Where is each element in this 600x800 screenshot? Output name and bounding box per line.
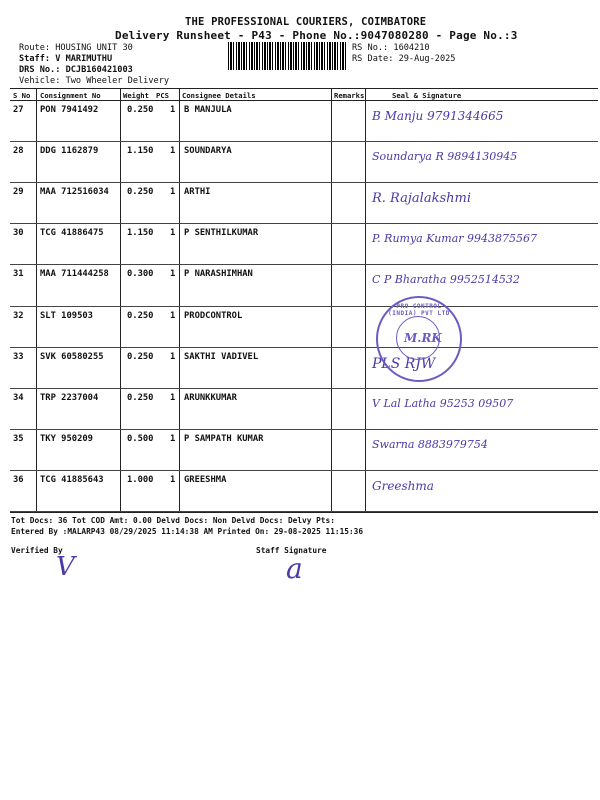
row-consignee: ARTHI xyxy=(184,187,211,198)
row-pcs: 1 xyxy=(170,310,176,321)
rs-date: RS Date: 29-Aug-2025 xyxy=(352,54,456,64)
row-divider xyxy=(10,264,598,265)
row-divider xyxy=(10,470,598,471)
row-consignee: ARUNKKUMAR xyxy=(184,392,237,403)
row-consignment: PON 7941492 xyxy=(40,105,99,115)
col-remarks: Remarks xyxy=(334,91,365,100)
row-weight: 1.150 xyxy=(127,146,154,157)
row-sno: 33 xyxy=(13,351,24,362)
row-signature: Swarna 8883979754 xyxy=(372,437,488,451)
row-consignee: SAKTHI VADIVEL xyxy=(184,351,259,362)
table-header-rule xyxy=(10,100,598,101)
drs-info: DRS No.: DCJB160421003 xyxy=(19,65,133,75)
row-signature: PLS RJW xyxy=(372,355,436,372)
row-weight: 0.300 xyxy=(127,269,154,280)
company-title: THE PROFESSIONAL COURIERS, COIMBATORE xyxy=(185,16,427,28)
row-sno: 31 xyxy=(13,269,24,280)
row-pcs: 1 xyxy=(170,392,176,403)
col-divider xyxy=(36,88,37,512)
row-consignment: DDG 1162879 xyxy=(40,146,99,157)
runsheet-title: Delivery Runsheet - P43 - Phone No.:9047080280 - Page No.:3 xyxy=(115,29,518,42)
row-signature: B Manju 9791344665 xyxy=(372,109,504,123)
stamp-center-text: M.RK xyxy=(404,331,442,345)
staff-signature: a xyxy=(286,552,303,585)
col-consignment: Consignment No xyxy=(40,91,101,100)
totals-line: Tot Docs: 36 Tot COD Amt: 0.00 Delvd Docs: Non Delvd Docs: Delvy Pts: xyxy=(11,516,335,525)
row-signature: P. Rumya Kumar 9943875567 xyxy=(372,232,538,246)
row-consignment: TCG 41885643 xyxy=(40,474,104,485)
col-sno: S No xyxy=(13,91,31,100)
row-consignee: P SAMPATH KUMAR xyxy=(184,433,264,444)
route-info: Route: HOUSING UNIT 30 xyxy=(19,43,133,53)
row-pcs: 1 xyxy=(170,433,176,444)
col-divider xyxy=(179,88,180,512)
col-divider xyxy=(365,88,366,512)
row-consignee: SOUNDARYA xyxy=(184,146,232,157)
row-pcs: 1 xyxy=(170,187,176,198)
row-consignee: PRODCONTROL xyxy=(184,310,243,321)
verified-signature: V xyxy=(56,552,75,582)
row-signature: C P Bharatha 9952514532 xyxy=(372,273,520,287)
row-divider xyxy=(10,223,598,224)
row-sno: 27 xyxy=(13,105,24,115)
row-pcs: 1 xyxy=(170,351,176,362)
row-sno: 35 xyxy=(13,433,24,444)
entered-by-line: Entered By :MALARP43 08/29/2025 11:14:38 AM Printed On: 29-08-2025 11:15:36 xyxy=(11,527,364,536)
row-consignee: B MANJULA xyxy=(184,105,232,115)
row-sno: 36 xyxy=(13,474,24,485)
row-pcs: 1 xyxy=(170,146,176,157)
col-weight: Weight xyxy=(123,91,149,100)
col-pcs: PCS xyxy=(156,91,169,100)
row-divider xyxy=(10,388,598,389)
row-weight: 0.250 xyxy=(127,187,154,198)
verified-by-label: Verified By xyxy=(11,546,63,555)
row-sno: 29 xyxy=(13,187,24,198)
row-weight: 0.500 xyxy=(127,433,154,444)
row-pcs: 1 xyxy=(170,228,176,239)
col-consignee: Consignee Details xyxy=(182,91,256,100)
row-divider xyxy=(10,141,598,142)
row-sno: 30 xyxy=(13,228,24,239)
row-consignee: P NARASHIMHAN xyxy=(184,269,253,280)
row-divider xyxy=(10,429,598,430)
stamp-ring-text: PRO CONTROL (INDIA) PVT LTD xyxy=(388,303,450,317)
company-stamp xyxy=(376,296,462,382)
row-divider xyxy=(10,306,598,307)
row-consignment: MAA 712516034 xyxy=(40,187,109,198)
staff-signature-label: Staff Signature xyxy=(256,546,327,555)
table-top-rule xyxy=(10,88,598,89)
row-weight: 0.250 xyxy=(127,310,154,321)
row-weight: 1.150 xyxy=(127,228,154,239)
row-consignment: MAA 711444258 xyxy=(40,269,109,280)
table-bottom-rule xyxy=(10,512,598,513)
row-sno: 28 xyxy=(13,146,24,157)
row-consignment: TCG 41886475 xyxy=(40,228,104,239)
row-weight: 0.250 xyxy=(127,105,154,115)
row-consignee: P SENTHILKUMAR xyxy=(184,228,259,239)
row-sno: 34 xyxy=(13,392,24,403)
rs-number: RS No.: 1604210 xyxy=(352,43,430,53)
row-pcs: 1 xyxy=(170,474,176,485)
row-consignment: TKY 950209 xyxy=(40,433,93,444)
row-signature: R. Rajalakshmi xyxy=(372,191,471,207)
vehicle-info: Vehicle: Two Wheeler Delivery xyxy=(19,76,170,86)
row-pcs: 1 xyxy=(170,269,176,280)
row-consignment: TRP 2237004 xyxy=(40,392,99,403)
row-consignee: GREESHMA xyxy=(184,474,227,485)
row-divider xyxy=(10,182,598,183)
barcode xyxy=(228,42,346,70)
row-consignment: SLT 109503 xyxy=(40,310,93,321)
col-divider xyxy=(331,88,332,512)
col-divider xyxy=(120,88,121,512)
row-signature: V Lal Latha 95253 09507 xyxy=(372,396,514,410)
row-weight: 0.250 xyxy=(127,392,154,403)
row-signature: Greeshma xyxy=(372,478,434,493)
row-pcs: 1 xyxy=(170,105,176,115)
staff-info: Staff: V MARIMUTHU xyxy=(19,54,113,64)
col-seal: Seal & Signature xyxy=(392,91,462,100)
row-signature: Soundarya R 9894130945 xyxy=(372,150,518,164)
row-divider xyxy=(10,347,598,348)
row-weight: 1.000 xyxy=(127,474,154,485)
row-sno: 32 xyxy=(13,310,24,321)
row-consignment: SVK 60580255 xyxy=(40,351,104,362)
row-weight: 0.250 xyxy=(127,351,154,362)
